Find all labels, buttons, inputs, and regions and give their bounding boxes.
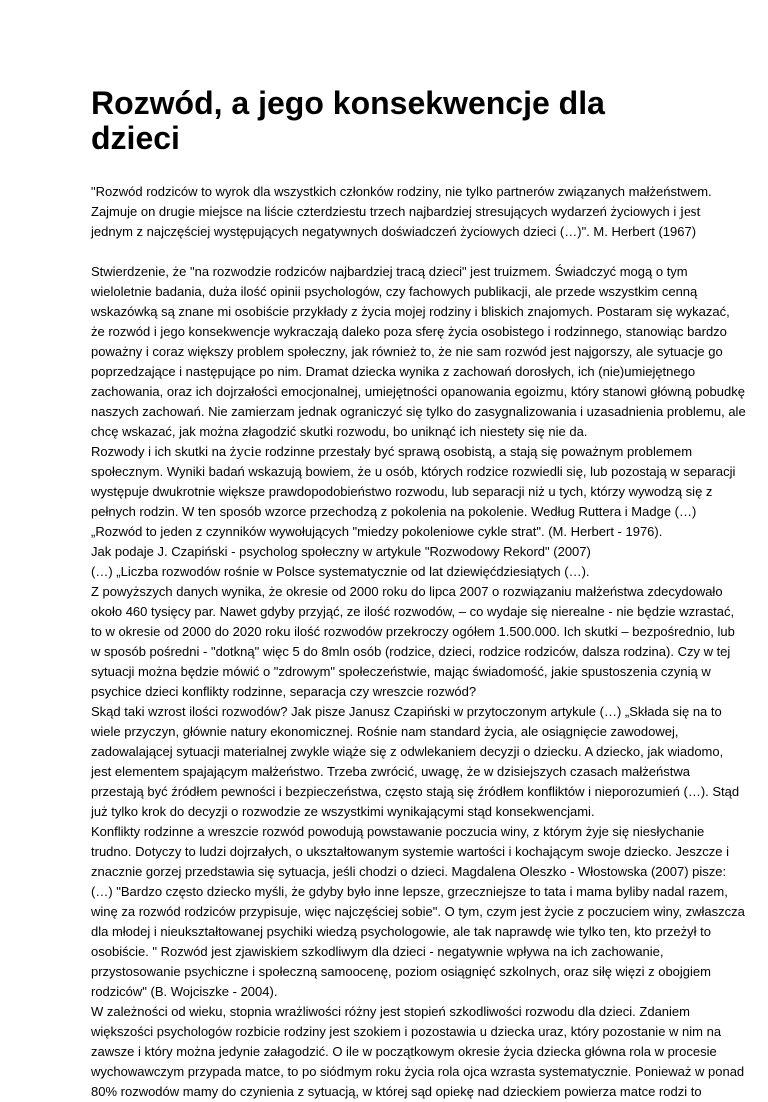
body-line: wskazówką są znane mi osobiście przykłady z życia mojej rodziny i bliskich znajomych. Postaram się wykazać, xyxy=(91,304,730,319)
body-line: zachowania, oraz ich dojrzałości emocjonalnej, umiejętności opanowania egoizmu, który stanowi główną pobudkę xyxy=(91,384,745,399)
body-line: 80% rozwodów mamy do czynienia z sytuacją, w której sąd opiekę nad dzieckiem powierza matce rodzi to xyxy=(91,1084,702,1099)
body-line: (…) „Liczba rozwodów rośnie w Polsce systematycznie od lat dziewięćdziesiątych (…). xyxy=(91,564,590,579)
body-line: „Rozwód to jeden z czynników wywołujących "miedzy pokoleniowe cykle strat". (M. Herbert - 1976). xyxy=(91,524,663,539)
title-line: dzieci xyxy=(91,120,180,156)
body-line: przestają być źródłem pewności i bezpieczeństwa, często stają się źródłem konfliktów i nieporozumień (…). Stąd xyxy=(91,784,740,799)
body-line: trudno. Dotyczy to ludzi dojrzałych, o ukształtowanym systemie wartości i kochającym swoje dziecko. Jeszcze i xyxy=(91,844,729,859)
body-line: wieloletnie badania, duża ilość opinii psychologów, czy fachowych publikacji, ale przede wszystkim cenną xyxy=(91,284,698,299)
body-line: większości psychologów rozbicie rodziny jest szokiem i pozostawia u dziecka uraz, który pozostanie w nim na xyxy=(91,1024,722,1039)
body-line: jest elementem spajającym małżeństwo. Trzeba zwrócić, uwagę, że w dzisiejszych czasach małżeństwa xyxy=(91,764,690,779)
body-line: dla młodej i nieukształtowanej psychiki wiedzą psychologowie, ale tak naprawdę wie tylko ten, kto przeżył to xyxy=(91,924,711,939)
body-line: poprzedzające i następujące po nim. Dramat dziecka wynika z zachowań dorosłych, ich (nie)umiejętnego xyxy=(91,364,696,379)
body-line: Z powyższych danych wynika, że okresie od 2000 roku do lipca 2007 o rozwiązaniu małżeństwa zdecydowało xyxy=(91,584,723,599)
body-line: pełnych rodzin. W ten sposób wzorce przechodzą z pokolenia na pokolenie. Według Ruttera i Madge (…) xyxy=(91,504,697,519)
body-line: około 460 tysięcy par. Nawet gdyby przyjąć, ze ilość rozwodów, – co wydaje się nierealne - nie będzie wzrastać, xyxy=(91,604,735,619)
body-line: Jak podaje J. Czapiński - psycholog społeczny w artykule "Rozwodowy Rekord" (2007) xyxy=(91,544,591,559)
body-line: W zależności od wieku, stopnia wrażliwości różny jest stopień szkodliwości rozwodu dla dzieci. Zdaniem xyxy=(91,1004,690,1019)
body-line: to w okresie od 2000 do 2020 roku ilość rozwodów przekroczy ogółem 1.500.000. Ich skutki – bezpośrednio, lub xyxy=(91,624,735,639)
body-line: Rozwody i ich skutki na życie rodzinne przestały być sprawą osobistą, a stają się poważnym problemem xyxy=(91,444,693,460)
page-title xyxy=(91,86,691,156)
quote-line: "Rozwód rodziców to wyrok dla wszystkich członków rodziny, nie tylko partnerów związanych małżeństwem. xyxy=(91,184,712,199)
body-line: znacznie gorzej przedstawia się sytuacja, jeśli chodzi o dzieci. Magdalena Oleszko - Włostowska (2007) pisze: xyxy=(91,864,727,879)
opening-quote xyxy=(91,182,712,242)
body-line: już tylko krok do decyzji o rozwodzie ze wszystkimi wynikającymi stąd konsekwencjami. xyxy=(91,804,595,819)
body-line: naszych zachowań. Nie zamierzam jednak ograniczyć się tylko do zasygnalizowania i uzasadnienia problemu, ale xyxy=(91,404,746,419)
body-line: chcę wskazać, jak można złagodzić skutki rozwodu, bo uniknąć ich niestety się nie da. xyxy=(91,424,588,439)
body-line: psychice dzieci konflikty rodzinne, separacja czy wreszcie rozwód? xyxy=(91,684,477,699)
body-line: występuje dwukrotnie większe prawdopodobieństwo rozwodu, lub separacji niż u tych, którzy wywodzą się z xyxy=(91,484,713,499)
body-line: że rozwód i jego konsekwencje wykraczają daleko poza sferę życia osobistego i rodzinnego, stanowiąc bardzo xyxy=(91,324,727,339)
body-line: Skąd taki wzrost ilości rozwodów? Jak pisze Janusz Czapiński w przytoczonym artykule (…) „Składa się na to xyxy=(91,704,722,719)
body-line: społecznym. Wyniki badań wskazują bowiem, że u osób, których rodzice rozwiedli się, lub pozostają w separacji xyxy=(91,464,736,479)
body-line: osobiście. " Rozwód jest zjawiskiem szkodliwym dla dzieci - negatywnie wpływa na ich zachowanie, xyxy=(91,944,664,959)
body-line: (…) "Bardzo często dziecko myśli, że gdyby było inne lepsze, grzeczniejsze to tata i mama byliby nadal razem, xyxy=(91,884,728,899)
body-line: poważny i coraz większy problem społeczny, jak również to, że nie sam rozwód jest najgorszy, ale sytuacje go xyxy=(91,344,723,359)
body-line: sytuacji można będzie mówić o "zdrowym" społeczeństwie, mając świadomość, jakie spustoszenia czynią w xyxy=(91,664,711,679)
body-text xyxy=(91,262,746,1102)
quote-line: Zajmuje on drugie miejsce na liście czterdziestu trzech najbardziej stresujących wydarzeń życiowych i jest xyxy=(91,204,701,220)
body-line: w sposób pośredni - "dotkną" więc 5 do 8mln osób (rodzice, dzieci, rodzice rodziców, dalsza rodzina). Czy w tej xyxy=(91,644,731,659)
body-line: Konflikty rodzinne a wreszcie rozwód powodują powstawanie poczucia winy, z którym żyje się niesłychanie xyxy=(91,824,705,839)
body-line: wiele przyczyn, głównie natury ekonomicznej. Rośnie nam standard życia, ale osiągnięcie zawodowej, xyxy=(91,724,679,739)
title-line: Rozwód, a jego konsekwencje dla xyxy=(91,85,605,121)
document-page xyxy=(91,85,746,1102)
body-line: zawsze i który można jedynie załagodzić. O ile w początkowym okresie życia dziecka główna rola w procesie xyxy=(91,1044,717,1059)
body-line: rodziców" (B. Wojciszke - 2004). xyxy=(91,984,278,999)
body-line: zadowalającej sytuacji materialnej zwykle wiąże się z odwlekaniem decyzji o dziecku. A dziecko, jak wiadomo, xyxy=(91,744,724,759)
body-line: Stwierdzenie, że "na rozwodzie rodziców najbardziej tracą dzieci" jest truizmem. Świadczyć mogą o tym xyxy=(91,264,688,279)
quote-line: jednym z najczęściej występujących negatywnych doświadczeń życiowych dzieci (…)". M. Herbert (1967) xyxy=(91,224,697,239)
body-line: wychowawczym przypada matce, to po siódmym roku życia rola ojca wzrasta systematycznie. Ponieważ w ponad xyxy=(91,1064,745,1079)
body-line: przystosowanie psychiczne i społeczną samoocenę, poziom osiągnięć szkolnych, oraz siłę więzi z obojgiem xyxy=(91,964,711,979)
body-line: winę za rozwód rodziców przypisuje, więc najczęściej sobie". O tym, czym jest życie z poczuciem winy, zwłaszcza xyxy=(91,904,745,919)
